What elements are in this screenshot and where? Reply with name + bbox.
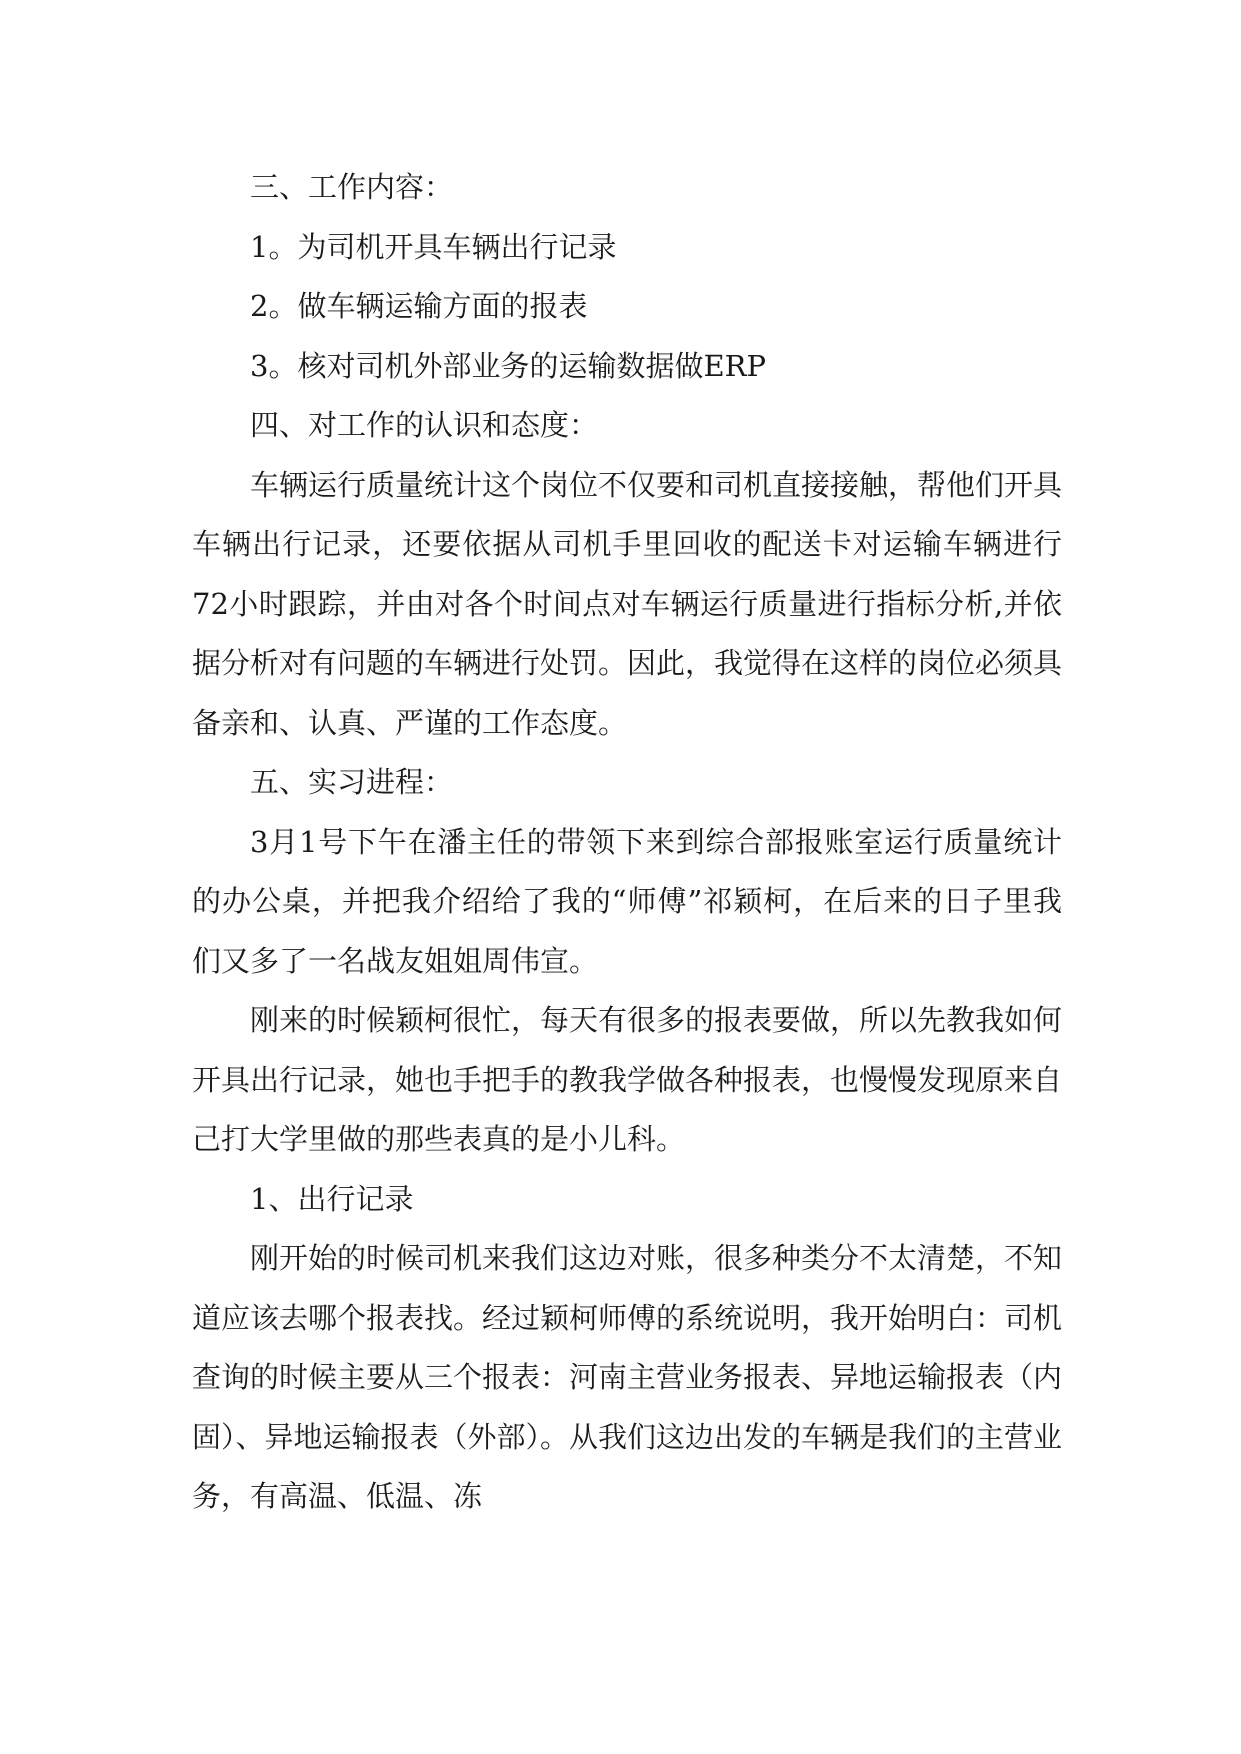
document-body [192, 158, 1062, 1527]
subsection-heading-travel-records: 1、出行记录 [250, 1181, 414, 1216]
section-heading-work-content: 三、工作内容： [250, 170, 454, 204]
work-item-1: 1。为司机开具车辆出行记录 [250, 229, 617, 264]
paragraph-learning: 刚来的时候颖柯很忙，每天有很多的报表要做，所以先教我如何开具出行记录，她也手把手的教我学做各种报表，也慢慢发现原来自己打大学里做的那些表真的是小儿科。 [192, 1003, 1063, 1156]
work-item-3: 3。核对司机外部业务的运输数据做ERP [250, 348, 766, 383]
section-heading-progress: 五、实习进程： [250, 765, 454, 799]
paragraph-arrival: 3月1号下午在潘主任的带领下来到综合部报账室运行质量统计的办公桌，并把我介绍给了我的“师傅”祁颖柯，在后来的日子里我们又多了一名战友姐姐周伟宣。 [192, 824, 1062, 978]
paragraph-attitude: 车辆运行质量统计这个岗位不仅要和司机直接接触，帮他们开具车辆出行记录，还要依据从司机手里回收的配送卡对运输车辆进行72小时跟踪，并由对各个时间点对车辆运行质量进行指标分析,并依据分析对有问题的车辆进行处罚。因此，我觉得在这样的岗位必须具备亲和、认真、严谨的工作态度。 [192, 467, 1063, 740]
section-heading-attitude: 四、对工作的认识和态度： [250, 408, 599, 442]
paragraph-travel-records: 刚开始的时候司机来我们这边对账，很多种类分不太清楚，不知道应该去哪个报表找。经过颖柯师傅的系统说明，我开始明白：司机查询的时候主要从三个报表：河南主营业务报表、异地运输报表（内固）、异地运输报表（外部）。从我们这边出发的车辆是我们的主营业务，有高温、低温、冻 [192, 1241, 1063, 1513]
work-item-2: 2。做车辆运输方面的报表 [250, 289, 588, 323]
